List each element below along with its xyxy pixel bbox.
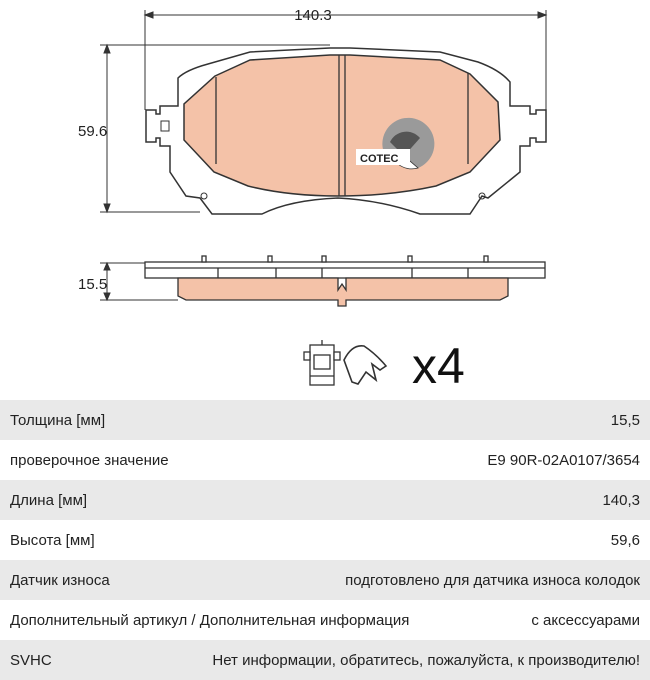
spec-row-wear-sensor xyxy=(0,560,650,600)
spec-row-thickness xyxy=(0,400,650,440)
spec-row-height xyxy=(0,520,650,560)
spec-value: E9 90R-02A0107/3654 xyxy=(487,451,640,469)
spec-row-length xyxy=(0,480,650,520)
spec-value: с аксессуарами xyxy=(531,611,640,629)
spec-value: 140,3 xyxy=(602,491,640,509)
sensor-clip-accessory xyxy=(304,340,340,385)
spec-row-svhc xyxy=(0,640,650,680)
spec-value: 15,5 xyxy=(610,411,640,429)
width-dimension-label: 140.3 xyxy=(294,7,332,24)
spec-label: Длина [мм] xyxy=(10,491,88,509)
spec-row-additional-info xyxy=(0,600,650,640)
spec-value: подготовлено для датчика износа колодок xyxy=(345,571,640,589)
pad-side-view xyxy=(145,256,545,306)
spec-value: Нет информации, обратитесь, пожалуйста, к производителю! xyxy=(212,651,640,669)
quantity-label: x4 xyxy=(412,338,465,394)
specifications-table xyxy=(0,400,650,680)
cotec-logo-text: COTEC xyxy=(360,153,399,165)
spec-row-check-value xyxy=(0,440,650,480)
spec-label: Высота [мм] xyxy=(10,531,95,549)
spec-label: SVHC xyxy=(10,651,52,669)
spec-label: Толщина [мм] xyxy=(10,411,106,429)
spec-label: Датчик износа xyxy=(10,571,110,589)
spec-value: 59,6 xyxy=(610,531,640,549)
spec-label: Дополнительный артикул / Дополнительная информация xyxy=(10,611,410,629)
spring-clip-accessory xyxy=(344,346,386,384)
spec-label: проверочное значение xyxy=(10,451,169,469)
height-dimension-label: 59.6 xyxy=(78,123,108,140)
thickness-dimension-label: 15.5 xyxy=(78,276,108,293)
friction-material xyxy=(184,55,500,196)
